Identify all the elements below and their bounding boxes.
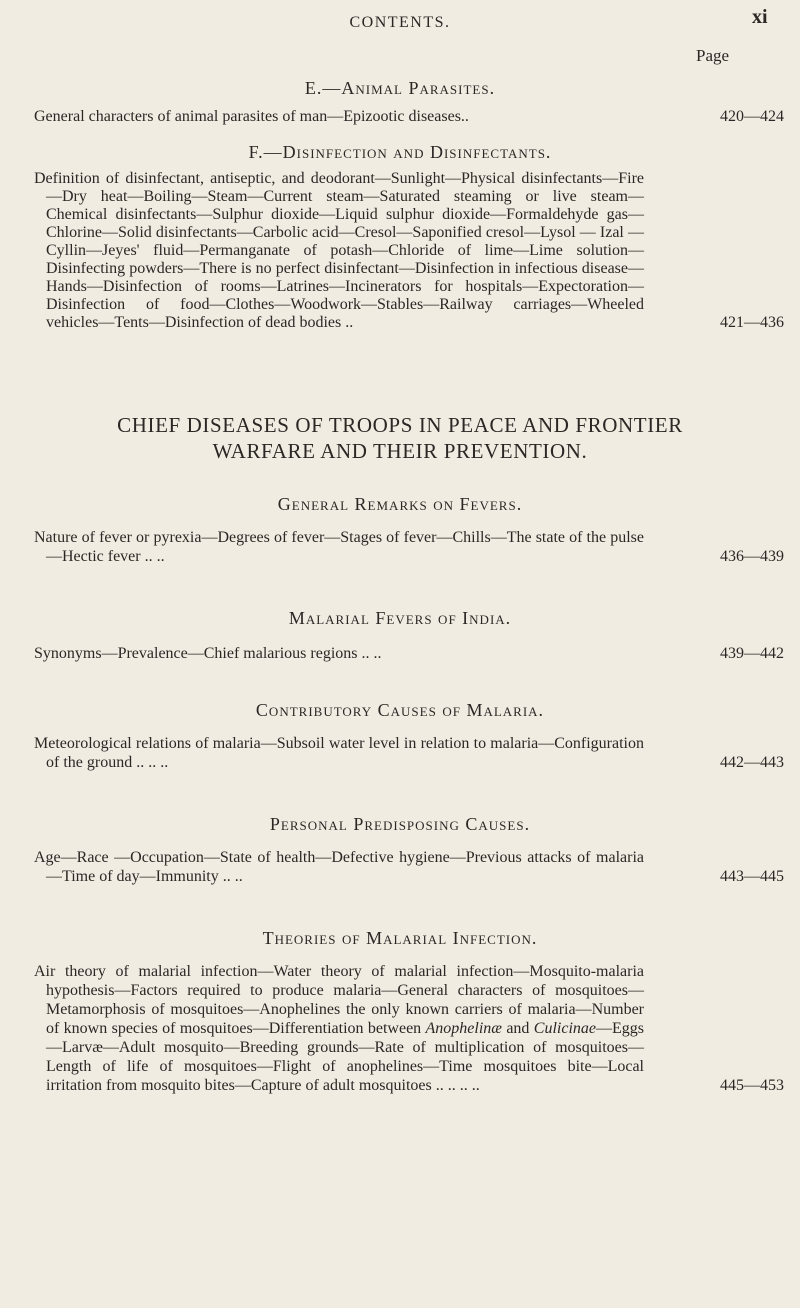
toc-entry-text: General characters of animal parasites of man—Epizootic diseases.. (34, 108, 469, 125)
main-title-line-1: CHIEF DISEASES OF TROOPS IN PEACE AND FRONTIER (117, 413, 683, 437)
toc-entry-pages: 443—445 (720, 868, 784, 885)
toc-entry-pages: 421—436 (720, 314, 784, 331)
main-title (0, 412, 800, 464)
toc-entry-disinfection (34, 170, 784, 332)
toc-entry-pages: 420—424 (720, 108, 784, 125)
toc-entry-text (34, 962, 644, 1095)
toc-entry-text: Synonyms—Prevalence—Chief malarious regions .. .. (34, 645, 382, 662)
toc-entry-animal-parasites (34, 108, 784, 126)
toc-entry-text: Meteorological relations of malaria—Subsoil water level in relation to malaria—Configuration of the ground .. .. .. (34, 735, 644, 771)
page-column-label: Page (696, 46, 730, 65)
section-title-personal-causes: Personal Predisposing Causes. (269, 814, 531, 834)
main-title-line-2: WARFARE AND THEIR PREVENTION. (212, 439, 588, 463)
toc-entry-fevers (34, 528, 784, 566)
running-head: CONTENTS. (349, 14, 451, 31)
section-title-theories: Theories of Malarial Infection. (262, 928, 538, 948)
toc-entry-pages: 436—439 (720, 548, 784, 565)
toc-entry-text-part: and (501, 1020, 534, 1037)
toc-entry-text-part: —Eggs—Larvæ—Adult mosquito—Breeding grounds—Rate of multiplication of mosquitoes—Length of life of mosquitoes—Flight of anophelines—Time mosquitoes bite—Local irritation from mosquito bites—Capture of adult mosquitoes .. .. .. .. (46, 1020, 644, 1094)
toc-entry-personal-causes (34, 848, 784, 886)
toc-entry-text: Definition of disinfectant, antiseptic, and deodorant—Sunlight—Physical disinfectants—Fire—Dry heat—Boiling—Steam—Current steam—Saturated steaming or live steam—Chemical disinfectants—Sulphur dioxide—Liquid sulphur dioxide—Formaldehyde gas—Chlorine—Solid disinfectants—Carbolic acid—Cresol—Saponified cresol—Lysol — Izal — Cyllin—Jeyes' fluid—Permanganate of potash—Chloride of lime—Lime solution—Disinfecting powders—There is no perfect disinfectant—Disinfection in infectious disease—Hands—Disinfection of rooms—Latrines—Incinerators for hospitals—Expectoration—Disinfection of food—Clothes—Woodwork—Stables—Railway carriages—Wheeled vehicles—Tents—Disinfection of dead bodies .. (34, 170, 644, 331)
toc-entry-pages: 442—443 (720, 754, 784, 771)
toc-entry-text-italic: Anophelinæ (425, 1020, 502, 1037)
toc-entry-theories (34, 962, 784, 1095)
section-title-contributory-causes: Contributory Causes of Malaria. (255, 700, 545, 720)
toc-entry-contributory-causes (34, 734, 784, 772)
toc-entry-pages: 439—442 (720, 645, 784, 662)
toc-entry-text: Age—Race —Occupation—State of health—Defective hygiene—Previous attacks of malaria—Time of day—Immunity .. .. (34, 849, 644, 885)
page-folio: xi (752, 6, 768, 28)
toc-entry-text-part: Air theory of malarial infection—Water theory of malarial infection—Mosquito-malaria hypothesis—Factors required to produce malaria—General characters of mosquitoes—Metamorphosis of mosquitoes—Anophelines the only known carriers of malaria—Number of known species of mosquitoes—Differentiation between (34, 963, 644, 1037)
toc-entry-pages: 445—453 (720, 1077, 784, 1094)
section-title-animal-parasites: E.—Animal Parasites. (304, 78, 496, 98)
section-title-disinfection: F.—Disinfection and Disinfectants. (248, 142, 552, 162)
section-title-malarial-fevers: Malarial Fevers of India. (288, 608, 512, 628)
toc-entry-malarial-fevers (34, 644, 784, 663)
section-title-fevers: General Remarks on Fevers. (277, 494, 523, 514)
toc-entry-text: Nature of fever or pyrexia—Degrees of fever—Stages of fever—Chills—The state of the pulse—Hectic fever .. .. (34, 529, 644, 565)
toc-entry-text-italic: Culicinae (533, 1020, 596, 1037)
